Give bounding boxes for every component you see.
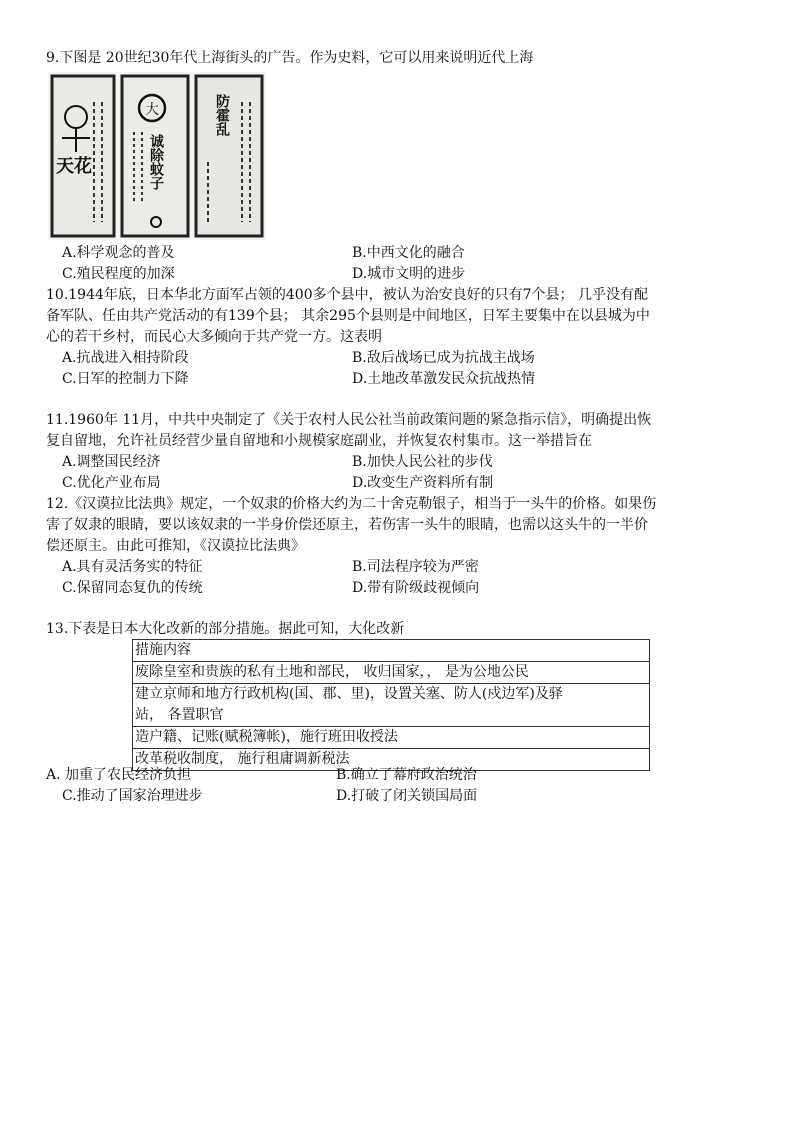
option-a[interactable]: A.调整国民经济 xyxy=(62,454,161,470)
question-11-stem-line: 复自留地，允许社员经营少量自留地和小规模家庭副业，并恢复农村集市。这一举措旨在 xyxy=(46,433,592,449)
option-a[interactable]: A.具有灵活务实的特征 xyxy=(62,559,203,575)
question-13-stem: 13.下表是日本大化改新的部分措施。据此可知，大化改新 xyxy=(46,621,405,637)
table-row xyxy=(133,662,650,684)
option-c[interactable]: C.推动了国家治理进步 xyxy=(62,788,203,804)
question-10-stem-line: 心的若干乡村，而民心大多倾向于共产党一方。这表明 xyxy=(46,329,382,345)
question-12-stem-line: 偿还原主。由此可推知，《汉谟拉比法典》 xyxy=(46,538,305,554)
question-12-stem-line: 12.《汉谟拉比法典》规定，一个奴隶的价格大约为二十舍克勒银子，相当于一头牛的价格。如果伤 xyxy=(46,496,657,512)
question-10-stem-line: 10.1944年底，日本华北方面军占领的400多个县中，被认为治安良好的只有7个县； 几乎没有配 xyxy=(46,287,648,303)
option-d[interactable]: D.土地改革激发民众抗战热情 xyxy=(352,371,536,387)
table-row xyxy=(133,684,650,727)
option-b[interactable]: B.司法程序较为严密 xyxy=(352,559,479,575)
option-d[interactable]: D.带有阶级歧视倾向 xyxy=(352,580,480,596)
option-b[interactable]: B.确立了幕府政治统治 xyxy=(336,767,477,783)
option-a[interactable]: A. 加重了农民经济负担 xyxy=(46,767,192,783)
option-c[interactable]: C.优化产业布局 xyxy=(62,475,161,491)
question-9-stem: 9.下图是 20世纪30年代上海街头的广告。作为史料，它可以用来说明近代上海 xyxy=(46,50,534,66)
table-row xyxy=(133,640,650,662)
option-a[interactable]: A.抗战进入相持阶段 xyxy=(62,350,189,366)
question-10 xyxy=(46,285,756,390)
table-cell: 造户籍、记账(赋税簿帐)，施行班田收授法 xyxy=(133,727,650,749)
question-13 xyxy=(46,619,756,640)
question-11 xyxy=(46,410,756,494)
question-11-stem-line: 11.1960年 11月，中共中央制定了《关于农村人民公社当前政策问题的紧急指示信》，明确提出恢 xyxy=(46,412,652,428)
option-b[interactable]: B.加快人民公社的步伐 xyxy=(352,454,493,470)
table-cell-line: 站， 各置职官 xyxy=(135,707,224,723)
table-row xyxy=(133,727,650,749)
ad-text-3: 防霍乱 xyxy=(214,94,230,136)
question-12 xyxy=(46,494,756,599)
option-a[interactable]: A.科学观念的普及 xyxy=(62,245,175,261)
table-cell: 改革税收制度， 施行租庸调新税法 xyxy=(133,749,650,771)
option-d[interactable]: D.改变生产资料所有制 xyxy=(352,475,494,491)
question-10-stem-line: 备军队、任由共产党活动的有139个县； 其余295个县则是中间地区，日军主要集中在以县城为中 xyxy=(46,308,650,324)
reform-measures-table xyxy=(132,639,650,771)
table-cell: 措施内容 xyxy=(133,640,650,662)
advertisement-photo xyxy=(48,72,266,240)
option-c[interactable]: C.日军的控制力下降 xyxy=(62,371,189,387)
option-c[interactable]: C.殖民程度的加深 xyxy=(62,266,175,282)
option-b[interactable]: B.中西文化的融合 xyxy=(352,245,465,261)
table-cell xyxy=(133,684,650,727)
option-d[interactable]: D.打破了闭关锁国局面 xyxy=(336,788,478,804)
svg-text:大: 大 xyxy=(145,102,159,118)
table-cell-line: 建立京师和地方行政机构(国、郡、里)，设置关塞、防人(戍边军)及驿 xyxy=(135,686,563,702)
option-c[interactable]: C.保留同态复仇的传统 xyxy=(62,580,203,596)
question-9-options xyxy=(46,243,756,285)
question-12-stem-line: 害了奴隶的眼睛，要以该奴隶的一半身价偿还原主，若伤害一头牛的眼睛，也需以这头牛的一半价 xyxy=(46,517,648,533)
ad-text-1: 天花 xyxy=(56,156,92,177)
option-d[interactable]: D.城市文明的进步 xyxy=(352,266,466,282)
question-13-options xyxy=(46,765,756,807)
question-9 xyxy=(46,48,756,69)
option-b[interactable]: B.敌后战场已成为抗战主战场 xyxy=(352,350,535,366)
table-cell: 废除皇室和贵族的私有土地和部民， 收归国家，， 是为公地公民 xyxy=(133,662,650,684)
ad-text-2: 诚除蚊子 xyxy=(148,134,164,190)
